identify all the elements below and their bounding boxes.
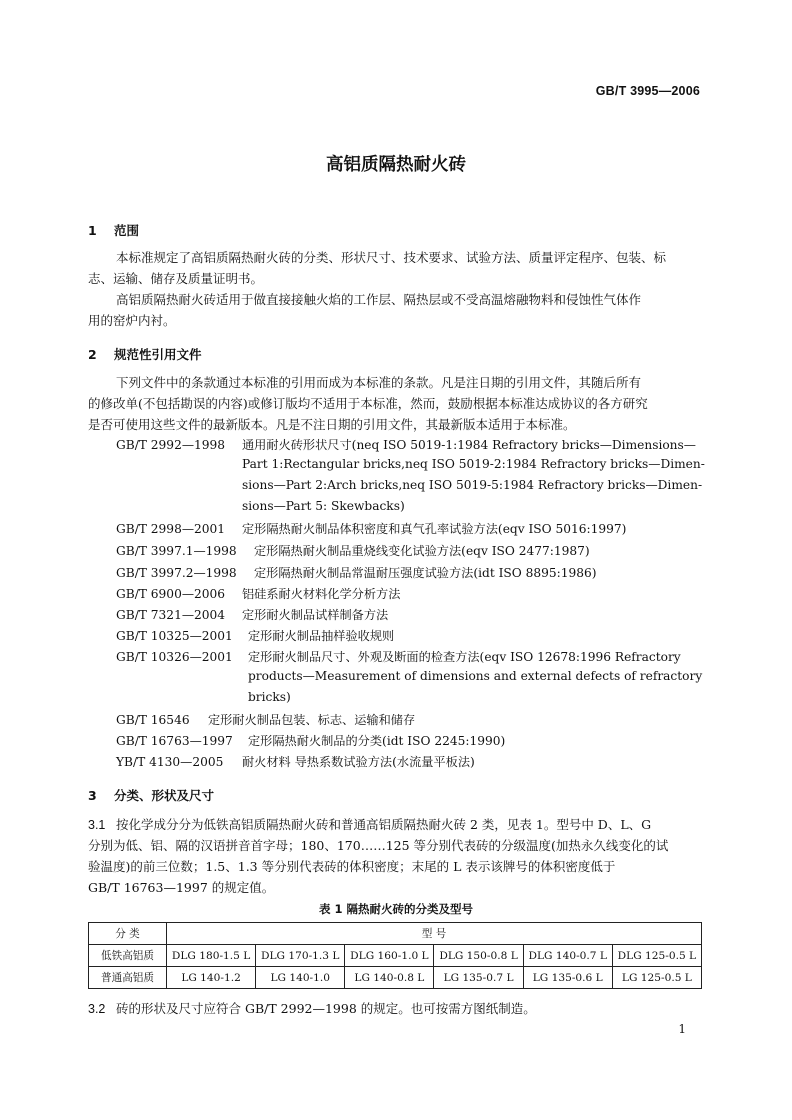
table-cell: LG 125-0.5 L	[612, 967, 701, 989]
paragraph-line: 本标准规定了高铝质隔热耐火砖的分类、形状尺寸、技术要求、试验方法、质量评定程序、包装、标	[116, 250, 667, 265]
reference-code: GB/T 2998—2001	[116, 522, 226, 536]
clause-number: 3.2	[88, 1002, 106, 1016]
section-1-heading	[88, 221, 139, 239]
reference-title: 定形隔热耐火制品重烧线变化试验方法(eqv ISO 2477:1987)	[254, 544, 590, 558]
reference-item	[116, 732, 505, 749]
reference-code: GB/T 7321—2004	[116, 608, 226, 622]
reference-code: GB/T 10326—2001	[116, 650, 233, 664]
reference-continuation: sions—Part 2:Arch bricks,neq ISO 5019-5:1984 Refractory bricks—Dimen-	[242, 478, 703, 492]
reference-title: 定形耐火制品尺寸、外观及断面的检查方法(eqv ISO 12678:1996 Refractory	[248, 650, 681, 664]
standard-number: GB/T 3995—2006	[595, 84, 700, 98]
paragraph-line	[88, 815, 651, 836]
reference-item	[116, 564, 597, 581]
paragraph-line: 高铝质隔热耐火砖适用于做直接接触火焰的工作层、隔热层或不受高温熔融物料和侵蚀性气体作	[116, 292, 642, 307]
section-number: 1	[88, 223, 97, 238]
reference-title: 定形耐火制品试样制备方法	[242, 608, 389, 622]
reference-title: 耐火材料 导热系数试验方法(水流量平板法)	[242, 755, 475, 769]
table-cell: DLG 125-0.5 L	[612, 945, 701, 967]
table-cell: DLG 180-1.5 L	[167, 945, 256, 967]
table-cell-category: 普通高铝质	[89, 967, 167, 989]
reference-code: GB/T 3997.1—1998	[116, 544, 237, 558]
paragraph-line: 分别为低、铝、隔的汉语拼音首字母；180、170……125 等分别代表砖的分级温度(加热永久线变化的试	[88, 838, 669, 853]
reference-code: GB/T 16546	[116, 713, 190, 727]
table-row	[89, 967, 702, 989]
table-cell-category: 低铁高铝质	[89, 945, 167, 967]
paragraph-line: 验温度)的前三位数；1.5、1.3 等分别代表砖的体积密度；末尾的 L 表示该牌号的体积密度低于	[88, 859, 616, 874]
reference-code: GB/T 10325—2001	[116, 629, 233, 643]
table-cell: LG 135-0.6 L	[523, 967, 612, 989]
reference-continuation: bricks)	[248, 690, 291, 704]
reference-title: 定形隔热耐火制品常温耐压强度试验方法(idt ISO 8895:1986)	[254, 566, 597, 580]
table-header-cell: 型 号	[167, 923, 702, 945]
reference-item	[116, 436, 696, 453]
table-cell: LG 140-1.0	[256, 967, 345, 989]
paragraph-line	[88, 999, 536, 1020]
paragraph-line: 用的窑炉内衬。	[88, 313, 176, 328]
paragraph-line: 的修改单(不包括勘误的内容)或修订版均不适用于本标准，然而，鼓励根据本标准达成协议的各方研究	[88, 396, 648, 411]
reference-code: GB/T 3997.2—1998	[116, 566, 237, 580]
reference-item	[116, 542, 590, 559]
paragraph-line: 志、运输、储存及质量证明书。	[88, 271, 264, 286]
section-number: 3	[88, 788, 97, 803]
reference-title: 定形耐火制品包装、标志、运输和储存	[208, 713, 416, 727]
section-title: 范围	[114, 223, 140, 238]
reference-code: GB/T 6900—2006	[116, 587, 226, 601]
paragraph-line: GB/T 16763—1997 的规定值。	[88, 880, 275, 895]
table-header-row	[89, 923, 702, 945]
reference-title: 通用耐火砖形状尺寸(neq ISO 5019-1:1984 Refractory bricks—Dimensions—	[242, 438, 696, 452]
section-2-heading	[88, 345, 202, 363]
reference-item	[116, 627, 394, 644]
clause-number: 3.1	[88, 818, 106, 832]
reference-continuation: products—Measurement of dimensions and external defects of refractory	[248, 669, 703, 683]
table-cell: LG 135-0.7 L	[434, 967, 523, 989]
reference-title: 定形隔热耐火制品体积密度和真气孔率试验方法(eqv ISO 5016:1997)	[242, 522, 627, 536]
section-number: 2	[88, 347, 97, 362]
reference-continuation: sions—Part 5: Skewbacks)	[242, 499, 405, 513]
table-cell: DLG 160-1.0 L	[345, 945, 434, 967]
document-title: 高铝质隔热耐火砖	[326, 155, 466, 175]
reference-title: 定形耐火制品抽样验收规则	[248, 629, 395, 643]
clause-text: 按化学成分分为低铁高铝质隔热耐火砖和普通高铝质隔热耐火砖 2 类，见表 1。型号中 D、L、G	[116, 817, 652, 832]
section-title: 规范性引用文件	[114, 347, 202, 362]
table-cell: DLG 170-1.3 L	[256, 945, 345, 967]
section-title: 分类、形状及尺寸	[114, 788, 215, 803]
paragraph-line: 下列文件中的条款通过本标准的引用而成为本标准的条款。凡是注日期的引用文件，其随后所有	[116, 375, 642, 390]
table-cell: LG 140-0.8 L	[345, 967, 434, 989]
reference-code: YB/T 4130—2005	[116, 755, 224, 769]
reference-continuation: Part 1:Rectangular bricks,neq ISO 5019-2:1984 Refractory bricks—Dimen-	[242, 457, 705, 471]
table-cell: DLG 140-0.7 L	[523, 945, 612, 967]
table-cell: DLG 150-0.8 L	[434, 945, 523, 967]
reference-item	[116, 606, 388, 623]
table-caption: 表 1 隔热耐火砖的分类及型号	[318, 902, 473, 916]
reference-title: 定形隔热耐火制品的分类(idt ISO 2245:1990)	[248, 734, 506, 748]
reference-code: GB/T 16763—1997	[116, 734, 233, 748]
table-header-cell: 分 类	[89, 923, 167, 945]
table-cell: LG 140-1.2	[167, 967, 256, 989]
page-number: 1	[678, 1022, 686, 1036]
paragraph-line: 是否可使用这些文件的最新版本。凡是不注日期的引用文件，其最新版本适用于本标准。	[88, 417, 576, 432]
table-row	[89, 945, 702, 967]
reference-item	[116, 520, 626, 537]
reference-item	[116, 753, 475, 770]
reference-item	[116, 711, 415, 728]
reference-item	[116, 585, 400, 602]
clause-text: 砖的形状及尺寸应符合 GB/T 2992—1998 的规定。也可按需方图纸制造。	[116, 1001, 536, 1016]
classification-table	[88, 922, 702, 989]
reference-item	[116, 648, 681, 665]
section-3-heading	[88, 786, 214, 804]
reference-title: 铝硅系耐火材料化学分析方法	[242, 587, 401, 601]
reference-code: GB/T 2992—1998	[116, 438, 226, 452]
